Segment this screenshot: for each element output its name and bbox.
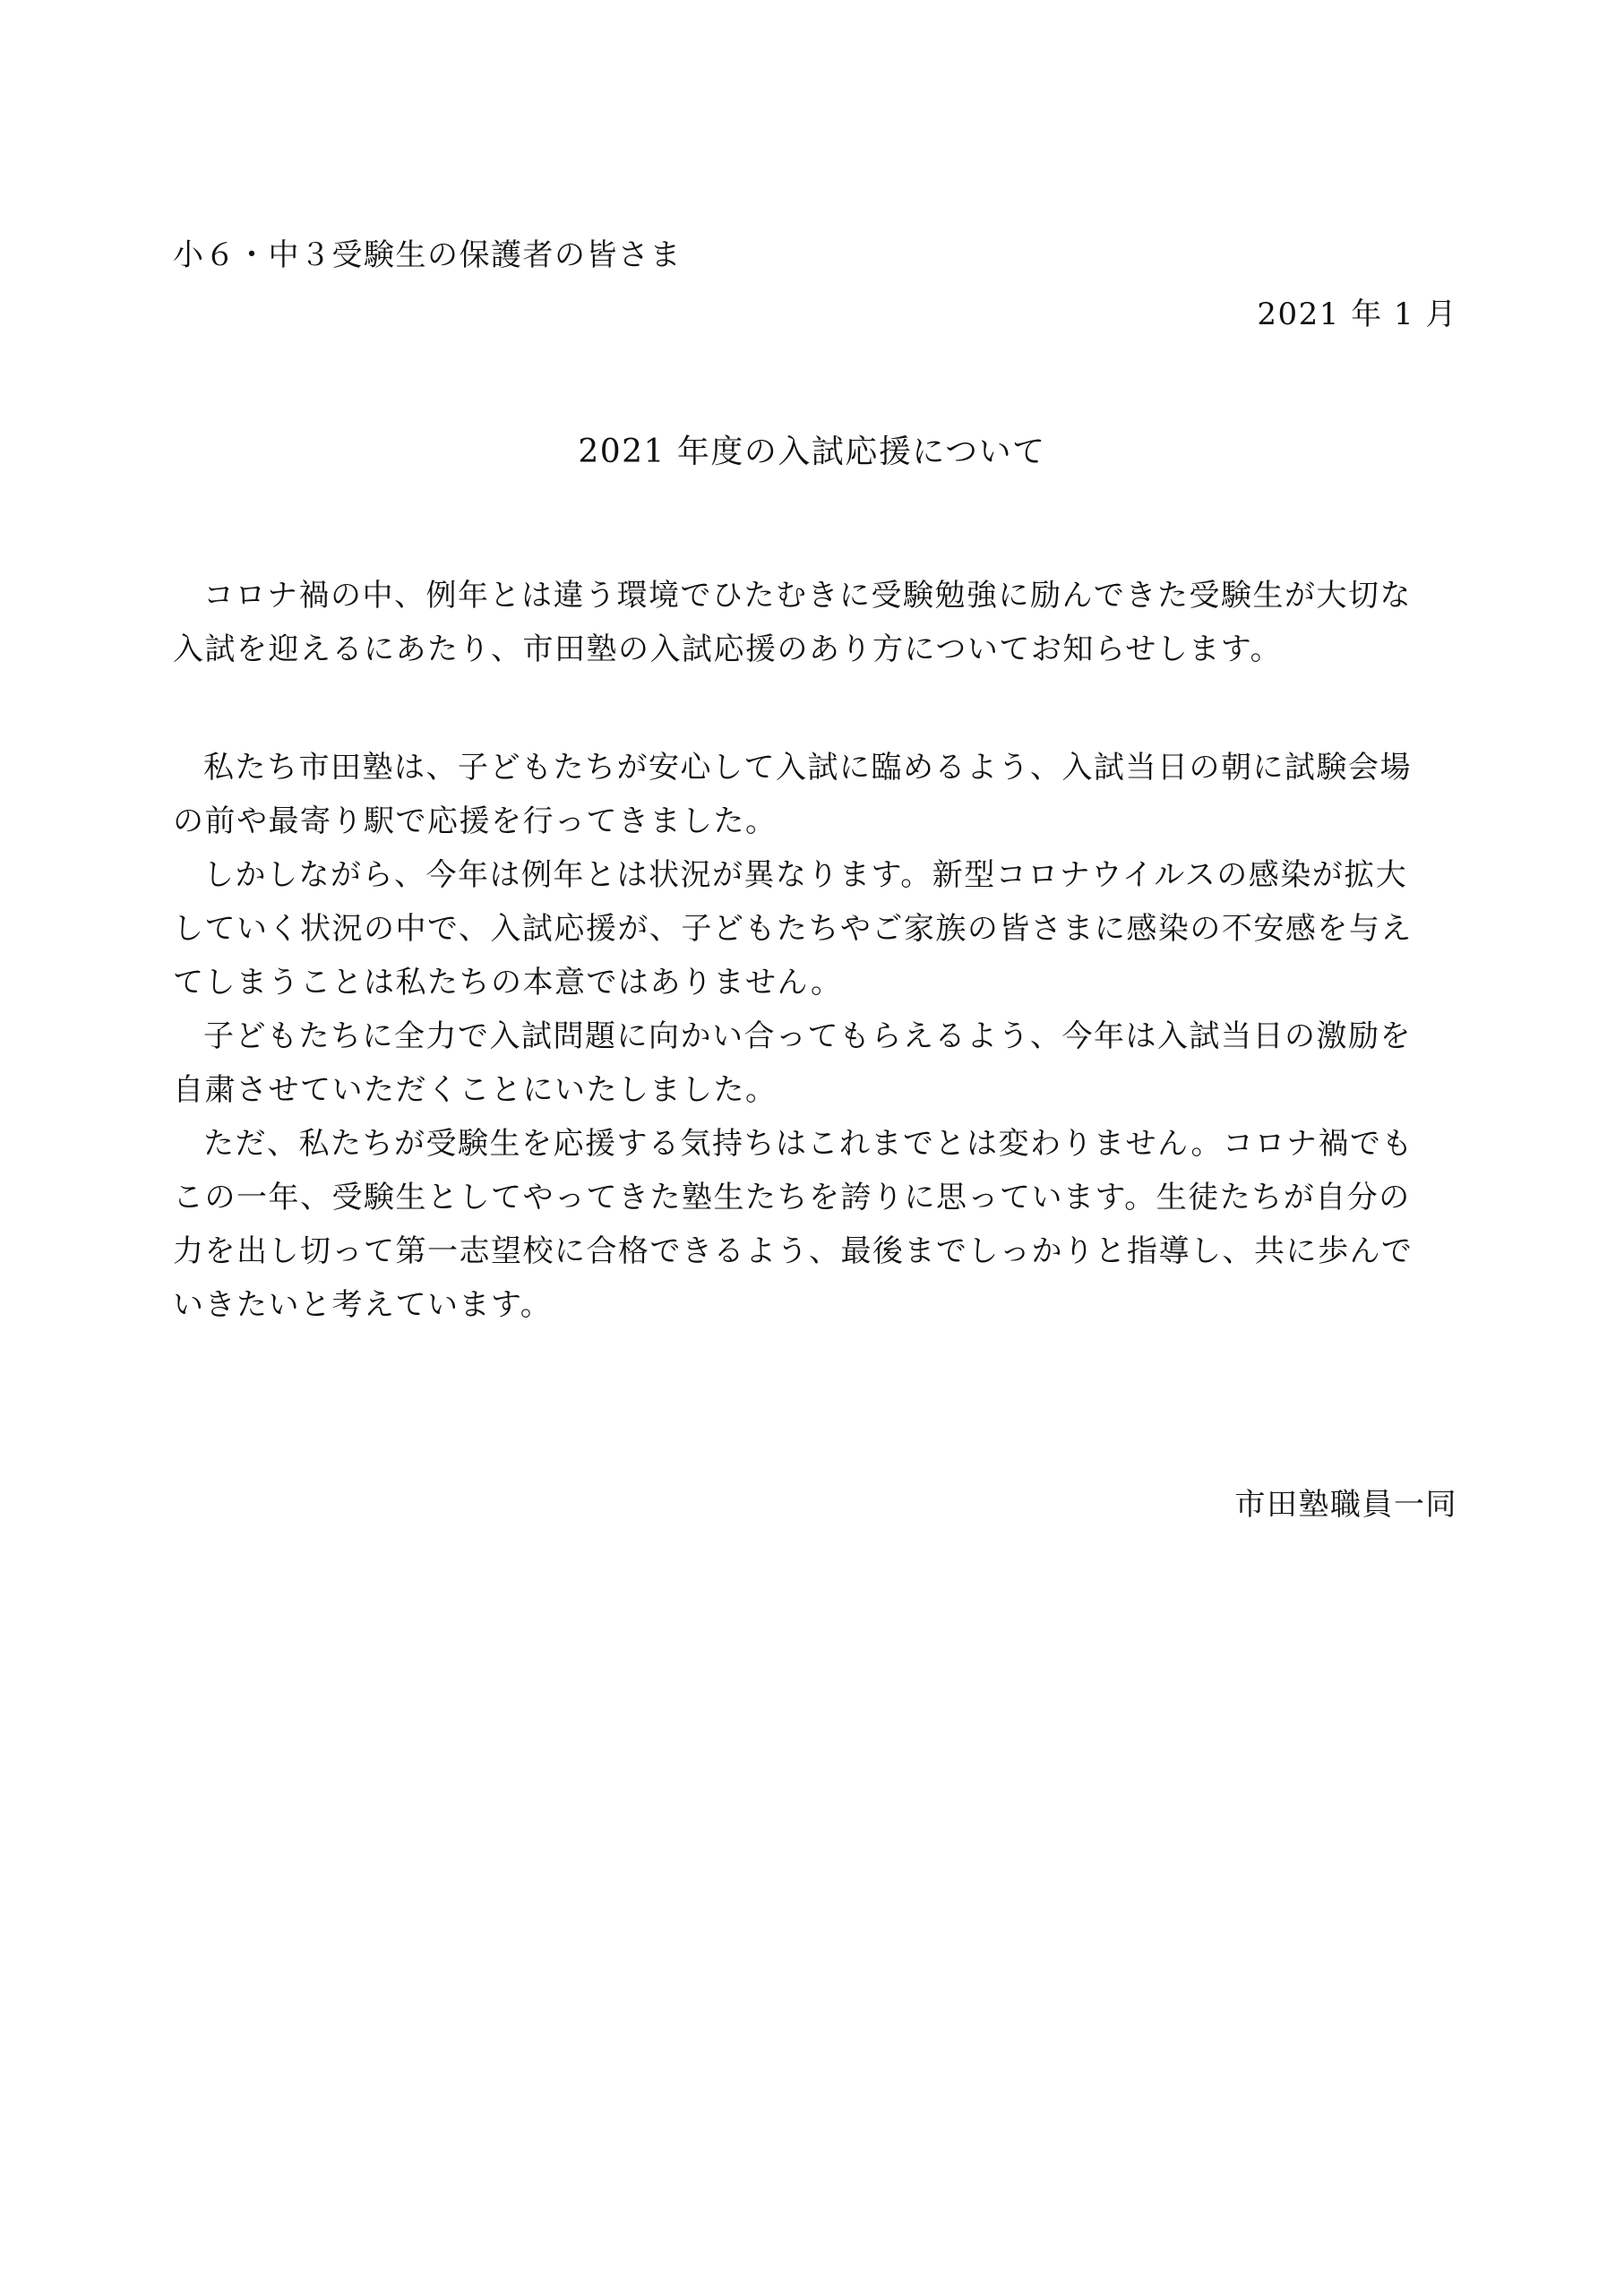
body-line: 自粛させていただくことにいたしました。: [173, 1072, 778, 1108]
body-line: の前や最寄り駅で応援を行ってきました。: [173, 803, 778, 839]
body-line: 子どもたちに全力で入試問題に向かい合ってもらえるよう、今年は入試当日の激励を: [203, 1018, 1412, 1054]
body-line: 私たち市田塾は、子どもたちが安心して入試に臨めるよう、入試当日の朝に試験会場: [203, 750, 1412, 786]
body-line: しかしながら、今年は例年とは状況が異なります。新型コロナウイルスの感染が拡大: [203, 857, 1408, 893]
letter-title: 2021 年度の入試応援について: [578, 434, 1046, 470]
body-line: ただ、私たちが受験生を応援する気持ちはこれまでとは変わりません。コロナ禍でも: [203, 1126, 1414, 1162]
intro-line: コロナ禍の中、例年とは違う環境でひたむきに受験勉強に励んできた受験生が大切な: [203, 578, 1412, 614]
addressee-line: 小６・中３受験生の保護者の皆さま: [173, 237, 682, 273]
body-line: いきたいと考えています。: [173, 1287, 553, 1323]
body-line: この一年、受験生としてやってきた塾生たちを誇りに思っています。生徒たちが自分の: [173, 1180, 1411, 1215]
letter-date: 2021 年 1 月: [1257, 296, 1457, 332]
body-line: していく状況の中で、入試応援が、子どもたちやご家族の皆さまに感染の不安感を与え: [173, 911, 1413, 947]
intro-line: 入試を迎えるにあたり、市田塾の入試応援のあり方についてお知らせします。: [173, 631, 1283, 667]
main-paragraphs: [173, 741, 1463, 1332]
body-line: 力を出し切って第一志望校に合格できるよう、最後までしっかりと指導し、共に歩んで: [173, 1233, 1413, 1269]
intro-paragraph: [173, 569, 1463, 676]
body-line: てしまうことは私たちの本意ではありません。: [173, 965, 843, 1001]
signature-line: 市田塾職員一同: [1234, 1487, 1457, 1523]
